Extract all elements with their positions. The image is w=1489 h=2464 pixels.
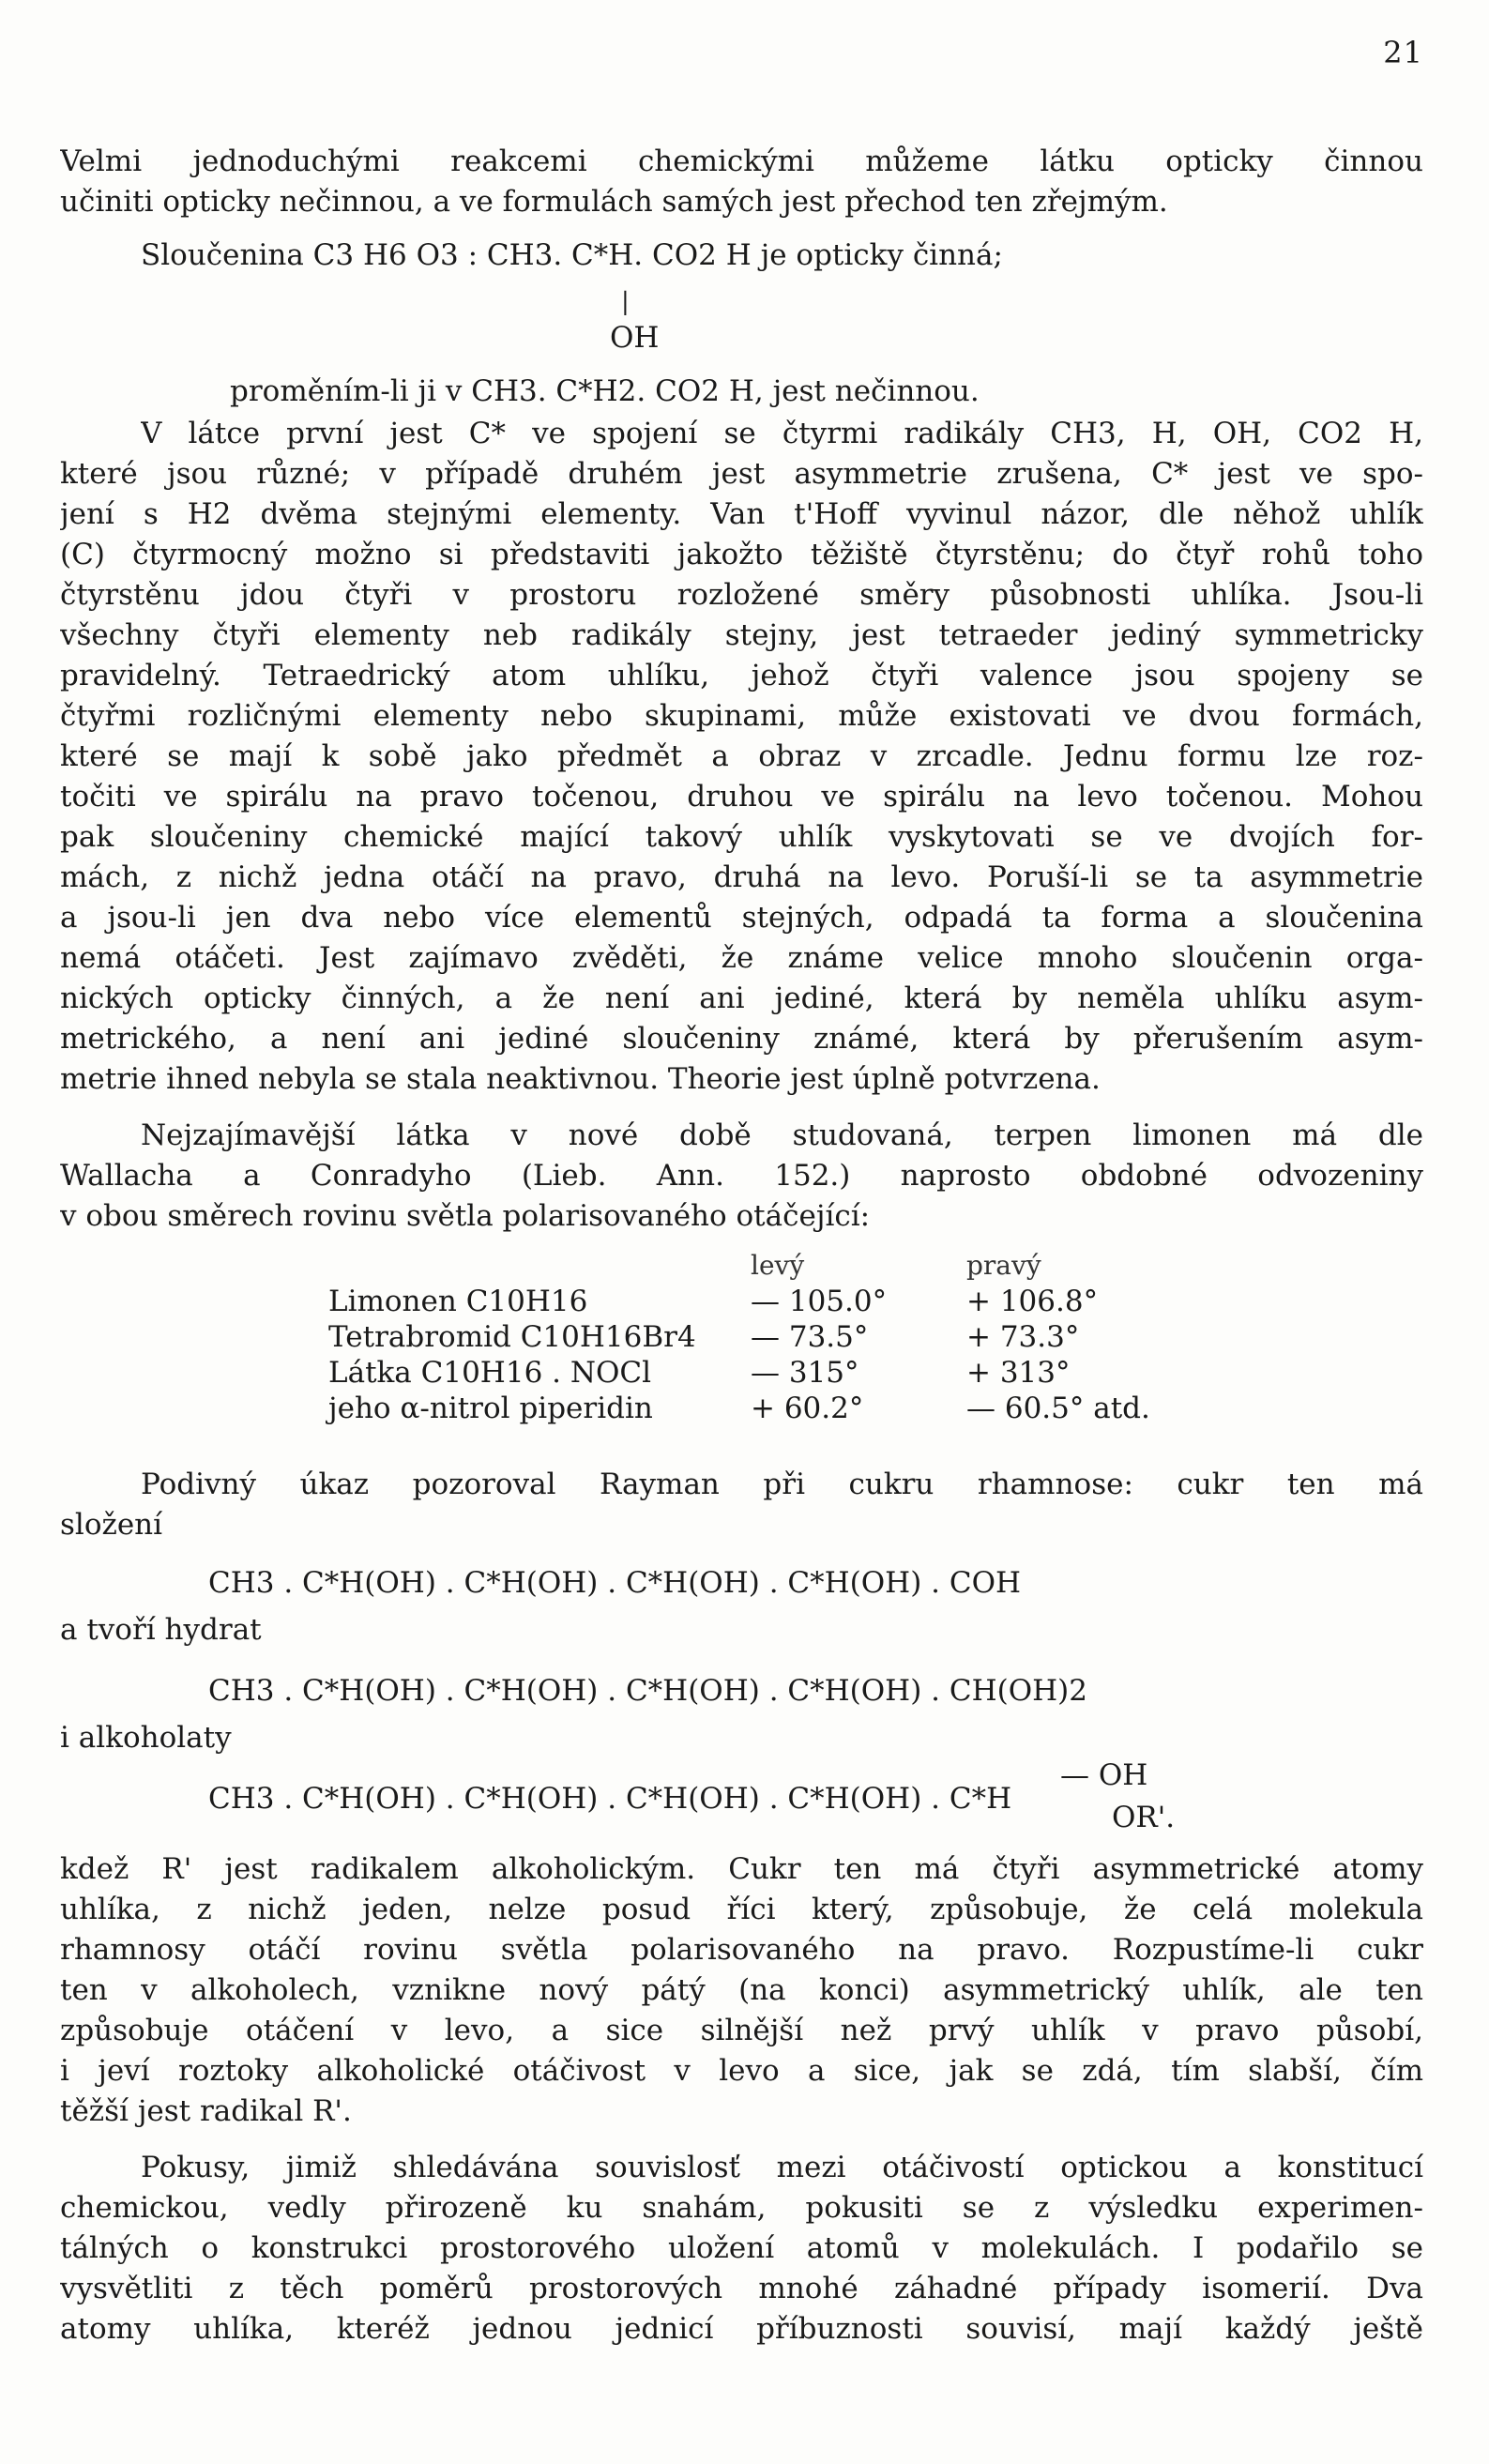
text-line: rhamnosy otáčí rovinu světla polarisovaného na pravo. Rozpustíme-li cukr bbox=[60, 1933, 1423, 1967]
equation-label: a tvoří hydrat bbox=[60, 1613, 262, 1647]
text-line: vysvětliti z těch poměrů prostorových mnohé záhadné případy isomerií. Dva bbox=[60, 2272, 1423, 2305]
text-line: tálných o konstrukci prostorového uložení atomů v molekulách. I podařilo se bbox=[60, 2231, 1423, 2265]
table-header-row bbox=[328, 1248, 1248, 1284]
text-line: mách, z nichž jedna otáčí na pravo, druhá na levo. Poruší-li se ta asymmetrie bbox=[60, 860, 1423, 894]
text-line: pak sloučeniny chemické mající takový uhlík vyskytovati se ve dvojích for- bbox=[60, 820, 1423, 854]
table-cell: — 105.0° bbox=[751, 1285, 888, 1318]
equation-or: OR'. bbox=[1112, 1801, 1176, 1834]
text-line: a jsou-li jen dva nebo více elementů stejných, odpadá ta forma a sloučenina bbox=[60, 901, 1423, 935]
text-line: metrického, a není ani jediné sloučeniny známé, která by přerušením asym- bbox=[60, 1022, 1423, 1056]
text-line: Nejzajímavější látka v nové době studovaná, terpen limonen má dle bbox=[141, 1118, 1423, 1152]
text-line: ten v alkoholech, vznikne nový pátý (na konci) asymmetrický uhlík, ale ten bbox=[60, 1973, 1423, 2007]
text-line: způsobuje otáčení v levo, a sice silnější než prvý uhlík v pravo působí, bbox=[60, 2014, 1423, 2047]
table-row bbox=[328, 1355, 1248, 1391]
text-line: těžší jest radikal R'. bbox=[60, 2094, 352, 2128]
formula-line: Sloučenina C3 H6 O3 : CH3. C*H. CO2 H je opticky činná; bbox=[141, 238, 1003, 272]
text-line: kdež R' jest radikalem alkoholickým. Cukr ten má čtyři asymmetrické atomy bbox=[60, 1852, 1423, 1886]
text-line: (C) čtyrmocný možno si představiti jakožto těžiště čtyrstěnu; do čtyř rohů toho bbox=[60, 538, 1423, 571]
text-line: čtyřmi rozličnými elementy nebo skupinami, může existovati ve dvou formách, bbox=[60, 699, 1423, 733]
table-cell: Limonen C10H16 bbox=[328, 1285, 588, 1318]
text-line: točiti ve spirálu na pravo točenou, druhou ve spirálu na levo točenou. Mohou bbox=[60, 780, 1423, 814]
page-number: 21 bbox=[1383, 35, 1423, 70]
table-header: pravý bbox=[966, 1250, 1041, 1281]
table-row bbox=[328, 1319, 1248, 1355]
table-header: levý bbox=[751, 1250, 805, 1281]
table-cell: + 313° bbox=[966, 1356, 1071, 1390]
table-cell: Tetrabromid C10H16Br4 bbox=[328, 1320, 696, 1354]
equation-line: CH3 . C*H(OH) . C*H(OH) . C*H(OH) . C*H(OH) . COH bbox=[208, 1566, 1022, 1600]
text-line: nických opticky činných, a že není ani jediné, která by neměla uhlíku asym- bbox=[60, 981, 1423, 1015]
formula-line: proměním-li ji v CH3. C*H2. CO2 H, jest nečinnou. bbox=[230, 374, 980, 408]
table-cell: + 60.2° bbox=[751, 1392, 864, 1425]
equation-label: i alkoholaty bbox=[60, 1721, 232, 1755]
text-line: Podivný úkaz pozoroval Rayman při cukru rhamnose: cukr ten má bbox=[141, 1468, 1423, 1501]
text-line: jení s H2 dvěma stejnými elementy. Van t'Hoff vyvinul názor, dle něhož uhlík bbox=[60, 497, 1423, 531]
table-row bbox=[328, 1284, 1248, 1319]
table-row bbox=[328, 1391, 1248, 1426]
text-line: které se mají k sobě jako předmět a obraz v zrcadle. Jednu formu lze roz- bbox=[60, 739, 1423, 773]
text-line: Pokusy, jimiž shledávána souvislosť mezi otáčivostí optickou a konstitucí bbox=[141, 2151, 1423, 2184]
table-cell: Látka C10H16 . NOCl bbox=[328, 1356, 652, 1390]
text-line: v obou směrech rovinu světla polarisovaného otáčející: bbox=[60, 1199, 871, 1233]
text-line: metrie ihned nebyla se stala neaktivnou. Theorie jest úplně potvrzena. bbox=[60, 1062, 1101, 1096]
text-line: Velmi jednoduchými reakcemi chemickými můžeme látku opticky činnou bbox=[60, 144, 1423, 178]
rotation-table bbox=[328, 1248, 1248, 1426]
table-cell: jeho α-nitrol piperidin bbox=[328, 1392, 653, 1425]
formula-oh: OH bbox=[610, 321, 660, 355]
text-line: všechny čtyři elementy neb radikály stejny, jest tetraeder jediný symmetricky bbox=[60, 618, 1423, 652]
equation-oh: — OH bbox=[1060, 1758, 1148, 1792]
text-line: učiniti opticky nečinnou, a ve formulách samých jest přechod ten zřejmým. bbox=[60, 185, 1168, 219]
text-line: Wallacha a Conradyho (Lieb. Ann. 152.) naprosto obdobné odvozeniny bbox=[60, 1159, 1423, 1193]
text-line: atomy uhlíka, kteréž jednou jednicí příbuznosti souvisí, mají každý ještě bbox=[60, 2312, 1423, 2346]
text-line: čtyrstěnu jdou čtyři v prostoru rozložené směry působnosti uhlíka. Jsou-li bbox=[60, 578, 1423, 612]
table-cell: + 106.8° bbox=[966, 1285, 1099, 1318]
equation-line: CH3 . C*H(OH) . C*H(OH) . C*H(OH) . C*H(OH) . C*H bbox=[208, 1782, 1012, 1816]
text-line: pravidelný. Tetraedrický atom uhlíku, jehož čtyři valence jsou spojeny se bbox=[60, 659, 1423, 692]
text-line: složení bbox=[60, 1508, 163, 1542]
text-line: které jsou různé; v případě druhém jest asymmetrie zrušena, C* jest ve spo- bbox=[60, 457, 1423, 491]
bond-line: | bbox=[621, 288, 630, 316]
text-line: nemá otáčeti. Jest zajímavo zvěděti, že známe velice mnoho sloučenin orga- bbox=[60, 941, 1423, 975]
table-cell: — 73.5° bbox=[751, 1320, 869, 1354]
table-cell: — 60.5° atd. bbox=[966, 1392, 1150, 1425]
table-cell: — 315° bbox=[751, 1356, 859, 1390]
text-line: i jeví roztoky alkoholické otáčivost v levo a sice, jak se zdá, tím slabší, čím bbox=[60, 2054, 1423, 2088]
text-line: V látce první jest C* ve spojení se čtyrmi radikály CH3, H, OH, CO2 H, bbox=[141, 417, 1423, 450]
table-cell: + 73.3° bbox=[966, 1320, 1080, 1354]
text-line: uhlíka, z nichž jeden, nelze posud říci který, způsobuje, že celá molekula bbox=[60, 1893, 1423, 1926]
text-line: chemickou, vedly přirozeně ku snahám, pokusiti se z výsledku experimen- bbox=[60, 2191, 1423, 2225]
equation-line: CH3 . C*H(OH) . C*H(OH) . C*H(OH) . C*H(OH) . CH(OH)2 bbox=[208, 1674, 1087, 1708]
